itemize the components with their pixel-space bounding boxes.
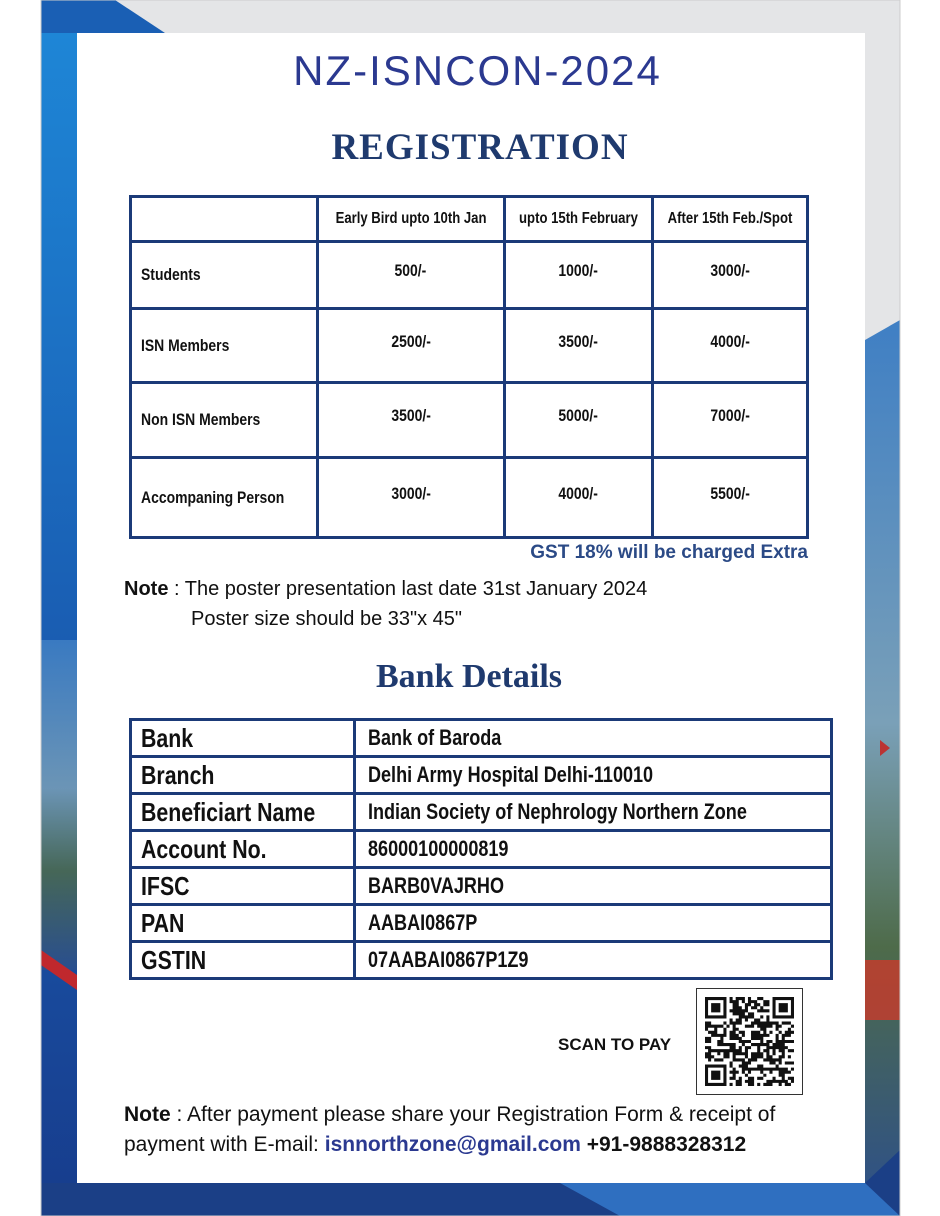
bank-details-table xyxy=(129,718,833,980)
fee-value: 4000/- xyxy=(652,309,807,383)
bank-key: IFSC xyxy=(131,868,355,905)
poster-note xyxy=(124,574,647,634)
qr-code-pattern xyxy=(705,997,794,1086)
payment-note-text: : After payment please share your Registration Form & receipt of payment with E-mail: xyxy=(124,1103,776,1156)
table-row xyxy=(131,757,832,794)
payment-note xyxy=(124,1100,824,1160)
bank-key: Bank xyxy=(131,720,355,757)
table-row xyxy=(131,905,832,942)
fee-category: Students xyxy=(131,242,318,309)
table-row xyxy=(131,868,832,905)
bank-value: Delhi Army Hospital Delhi-110010 xyxy=(355,757,832,794)
fee-header-upto-feb: upto 15th February xyxy=(504,197,652,242)
contact-phone[interactable]: +91-9888328312 xyxy=(580,1133,747,1156)
bank-details-heading: Bank Details xyxy=(375,658,563,695)
fee-table-header-row xyxy=(131,197,808,242)
poster-note-label: Note xyxy=(124,578,169,600)
fee-value: 500/- xyxy=(317,242,504,309)
registration-fee-table xyxy=(129,195,809,539)
fee-header-early-bird: Early Bird upto 10th Jan xyxy=(317,197,504,242)
bank-key: Beneficiart Name xyxy=(131,794,355,831)
table-row xyxy=(131,720,832,757)
fee-header-blank xyxy=(131,197,318,242)
bank-key: Branch xyxy=(131,757,355,794)
bank-value: Bank of Baroda xyxy=(355,720,832,757)
bank-key: PAN xyxy=(131,905,355,942)
fee-category: Non ISN Members xyxy=(131,383,318,458)
fee-header-spot: After 15th Feb./Spot xyxy=(652,197,807,242)
table-row xyxy=(131,794,832,831)
contact-email-link[interactable]: isnnorthzone@gmail.com xyxy=(324,1133,581,1156)
bank-key: Account No. xyxy=(131,831,355,868)
poster-note-line2: Poster size should be 33"x 45" xyxy=(191,608,463,630)
fee-value: 3000/- xyxy=(652,242,807,309)
table-row xyxy=(131,242,808,309)
bank-value: 86000100000819 xyxy=(355,831,832,868)
table-row xyxy=(131,309,808,383)
fee-value: 4000/- xyxy=(504,458,652,538)
bank-value: Indian Society of Nephrology Northern Zone xyxy=(355,794,832,831)
bank-value: 07AABAI0867P1Z9 xyxy=(355,942,832,979)
fee-category: ISN Members xyxy=(131,309,318,383)
table-row xyxy=(131,383,808,458)
gst-note: GST 18% will be charged Extra xyxy=(530,542,808,563)
conference-title: NZ-ISNCON-2024 xyxy=(293,47,662,94)
fee-value: 3000/- xyxy=(317,458,504,538)
fee-category: Accompaning Person xyxy=(131,458,318,538)
fee-value: 1000/- xyxy=(504,242,652,309)
table-row xyxy=(131,831,832,868)
table-row xyxy=(131,458,808,538)
bank-value: AABAI0867P xyxy=(355,905,832,942)
fee-value: 7000/- xyxy=(652,383,807,458)
fee-value: 3500/- xyxy=(504,309,652,383)
qr-code-icon[interactable] xyxy=(696,988,803,1095)
table-row xyxy=(131,942,832,979)
payment-note-label: Note xyxy=(124,1103,171,1126)
fee-value: 5000/- xyxy=(504,383,652,458)
poster-note-line1: : The poster presentation last date 31st January 2024 xyxy=(168,578,648,600)
fee-value: 2500/- xyxy=(317,309,504,383)
scan-to-pay-label: SCAN TO PAY xyxy=(558,1035,672,1054)
bank-value: BARB0VAJRHO xyxy=(355,868,832,905)
fee-value: 3500/- xyxy=(317,383,504,458)
registration-heading: REGISTRATION xyxy=(331,127,629,168)
fee-value: 5500/- xyxy=(652,458,807,538)
bank-key: GSTIN xyxy=(131,942,355,979)
